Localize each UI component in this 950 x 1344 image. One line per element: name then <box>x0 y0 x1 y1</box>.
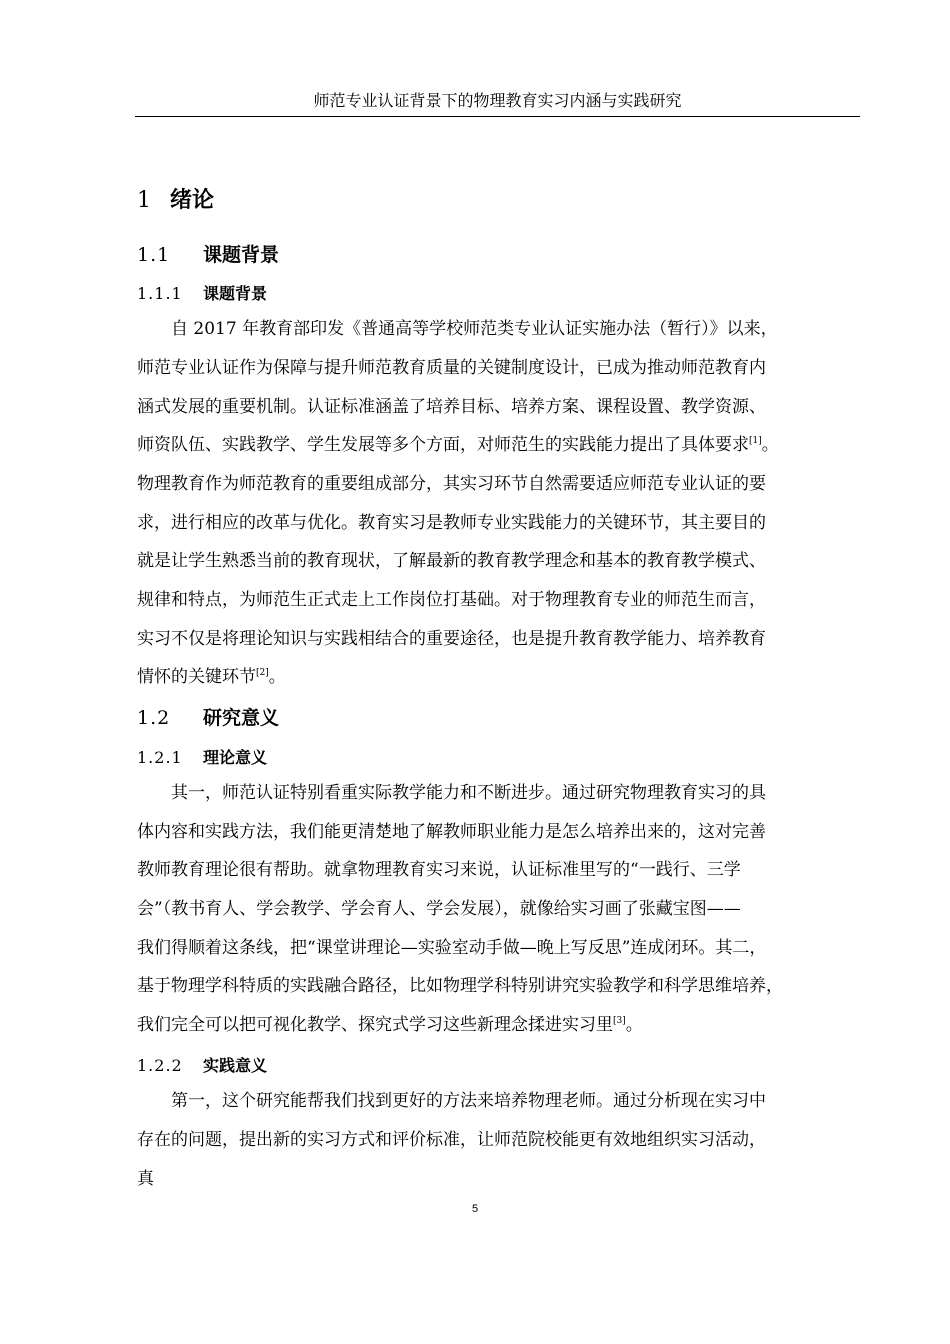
section-heading-1-2 <box>137 705 279 731</box>
citation-3[interactable]: [3] <box>613 1016 626 1026</box>
paragraph-line: 就是让学生熟悉当前的教育现状，了解最新的教育教学理念和基本的教育教学模式、 <box>137 551 766 571</box>
section-heading-1-1 <box>137 242 279 268</box>
line-tail: 。 <box>761 435 779 455</box>
page-number: 5 <box>471 1203 479 1215</box>
paragraph-line: 存在的问题，提出新的实习方式和评价标准，让师范院校能更有效地组织实习活动， <box>137 1130 766 1150</box>
paragraph-line: 求，进行相应的改革与优化。教育实习是教师专业实践能力的关键环节，其主要目的 <box>137 513 766 533</box>
section-title: 课题背景 <box>203 244 280 266</box>
citation-1[interactable]: [1] <box>749 436 762 446</box>
citation-2[interactable]: [2] <box>256 668 269 678</box>
subsection-title: 理论意义 <box>203 748 268 767</box>
line-text: 情怀的关键环节 <box>137 667 256 687</box>
paragraph-line: 会”（教书育人、学会教学、学会育人、学会发展），就像给实习画了张藏宝图—— <box>137 899 741 919</box>
subsection-title: 课题背景 <box>203 284 268 303</box>
chapter-title: 绪论 <box>170 188 215 213</box>
paragraph-line: 第一，这个研究能帮我们找到更好的方法来培养物理老师。通过分析现在实习中 <box>137 1091 766 1111</box>
paragraph-line <box>137 433 779 457</box>
paragraph-line: 基于物理学科特质的实践融合路径，比如物理学科特别讲究实验教学和科学思维培养， <box>137 976 783 996</box>
paragraph-line <box>137 1013 643 1037</box>
chapter-heading <box>137 186 214 216</box>
subsection-number: 1.2.2 <box>137 1056 183 1075</box>
paragraph-line: 我们得顺着这条线，把“课堂讲理论—实验室动手做—晚上写反思”连成闭环。其二， <box>137 938 767 958</box>
line-tail: 。 <box>625 1015 643 1035</box>
paragraph-line: 真 <box>137 1169 154 1189</box>
line-tail: 。 <box>268 667 286 687</box>
paragraph-line: 其一，师范认证特别看重实际教学能力和不断进步。通过研究物理教育实习的具 <box>137 783 766 803</box>
subsection-number: 1.1.1 <box>137 284 183 303</box>
subsection-heading-1-1-1 <box>137 283 267 305</box>
paragraph-line: 教师教育理论很有帮助。就拿物理教育实习来说，认证标准里写的“一践行、三学 <box>137 860 741 880</box>
paragraph-line: 自 2017 年教育部印发《普通高等学校师范类专业认证实施办法（暂行）》以来， <box>137 319 778 339</box>
line-text: 师资队伍、实践教学、学生发展等多个方面，对师范生的实践能力提出了具体要求 <box>137 435 749 455</box>
paragraph-line: 实习不仅是将理论知识与实践相结合的重要途径，也是提升教育教学能力、培养教育 <box>137 629 766 649</box>
section-title: 研究意义 <box>203 707 280 729</box>
paragraph-line: 物理教育作为师范教育的重要组成部分，其实习环节自然需要适应师范专业认证的要 <box>137 474 766 494</box>
section-number: 1.1 <box>137 244 171 266</box>
subsection-heading-1-2-1 <box>137 747 267 769</box>
chapter-number: 1 <box>137 188 152 213</box>
paragraph-line: 体内容和实践方法，我们能更清楚地了解教师职业能力是怎么培养出来的，这对完善 <box>137 822 766 842</box>
paragraph-line <box>137 665 286 689</box>
section-number: 1.2 <box>137 707 171 729</box>
subsection-heading-1-2-2 <box>137 1055 267 1077</box>
subsection-title: 实践意义 <box>203 1056 268 1075</box>
paragraph-line: 涵式发展的重要机制。认证标准涵盖了培养目标、培养方案、课程设置、教学资源、 <box>137 397 766 417</box>
running-header: 师范专业认证背景下的物理教育实习内涵与实践研究 <box>135 90 860 117</box>
subsection-number: 1.2.1 <box>137 748 183 767</box>
line-text: 我们完全可以把可视化教学、探究式学习这些新理念揉进实习里 <box>137 1015 613 1035</box>
paragraph-line: 师范专业认证作为保障与提升师范教育质量的关键制度设计，已成为推动师范教育内 <box>137 358 766 378</box>
paragraph-line: 规律和特点，为师范生正式走上工作岗位打基础。对于物理教育专业的师范生而言， <box>137 590 766 610</box>
